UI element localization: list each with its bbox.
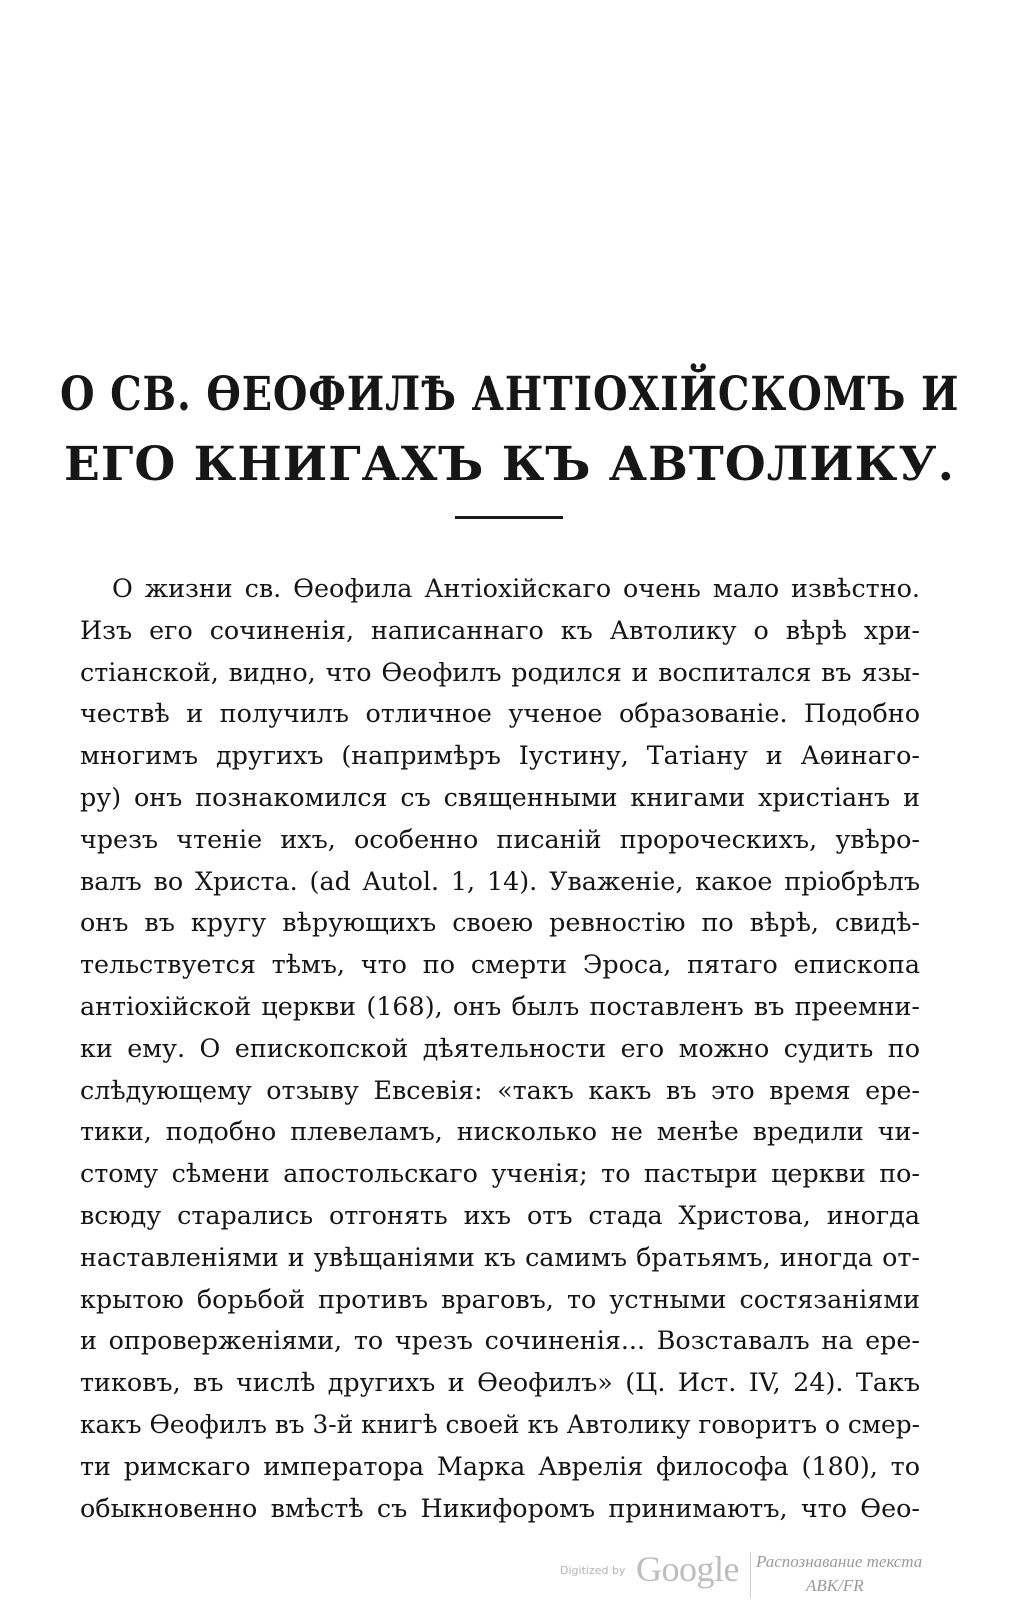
ocr-stamp-line-1: Распознавание текста bbox=[756, 1552, 923, 1571]
body-paragraph bbox=[80, 568, 920, 1529]
text-line: наставленіями и увѣщаніями къ самимъ братьямъ, иногда от- bbox=[80, 1241, 920, 1272]
ocr-stamp-line-2: ABK/FR bbox=[806, 1576, 864, 1595]
text-line: О жизни св. Ѳеофила Антіохійскаго очень мало извѣстно. bbox=[112, 573, 920, 603]
text-line: антіохійской церкви (168), онъ былъ поставленъ въ преемни- bbox=[80, 990, 920, 1021]
text-line: тики, подобно плевеламъ, нисколько не менѣе вредили чи- bbox=[80, 1116, 920, 1147]
text-line: ру) онъ познакомился съ священными книгами христіанъ и bbox=[80, 781, 920, 812]
text-line: крытою борьбой противъ враговъ, то устными состязаніями bbox=[80, 1283, 920, 1314]
text-line: всюду старались отгонять ихъ отъ стада Христова, иногда bbox=[80, 1199, 920, 1230]
text-line: слѣдующему отзыву Евсевія: «такъ какъ въ это время ере- bbox=[80, 1074, 920, 1105]
text-line: чествѣ и получилъ отличное ученое образованіе. Подобно bbox=[80, 698, 920, 729]
chapter-title-line-1: О СВ. ѲЕОФИЛѢ АНТІОХІЙСКОМЪ И bbox=[60, 367, 960, 422]
text-line: ки ему. О епископской дѣятельности его можно судить по bbox=[80, 1032, 920, 1063]
chapter-title bbox=[60, 360, 959, 500]
text-line: чрезъ чтеніе ихъ, особенно писаній пророческихъ, увѣро- bbox=[80, 823, 920, 854]
text-line: тиковъ, въ числѣ другихъ и Ѳеофилъ» (Ц. Ист. IV, 24). Такъ bbox=[80, 1367, 920, 1398]
digitization-footer bbox=[560, 1550, 980, 1600]
text-line: обыкновенно вмѣстѣ съ Никифоромъ принимаютъ, что Ѳео- bbox=[80, 1492, 920, 1523]
title-divider bbox=[455, 516, 563, 519]
text-line: ти римскаго императора Марка Аврелія философа (180), то bbox=[80, 1450, 920, 1481]
text-line: Изъ его сочиненія, написаннаго къ Автолику о вѣрѣ хри- bbox=[80, 614, 920, 645]
text-line: валъ во Христа. (ad Autol. 1, 14). Уваженіе, какое пріобрѣлъ bbox=[80, 865, 920, 896]
text-line: какъ Ѳеофилъ въ 3-й книгѣ своей къ Автолику говоритъ о смер- bbox=[80, 1408, 920, 1439]
text-line: многимъ другихъ (напримѣръ Іустину, Татіану и Аѳинаго- bbox=[80, 740, 920, 771]
text-line: и опроверженіями, то чрезъ сочиненія... Возставалъ на ере- bbox=[80, 1325, 920, 1356]
google-logo-watermark: Google bbox=[636, 1549, 739, 1589]
text-line: тельствуется тѣмъ, что по смерти Эроса, пятаго епископа bbox=[80, 949, 920, 980]
text-line: стому сѣмени апостольскаго ученія; то пастыри церкви по- bbox=[80, 1158, 920, 1189]
text-line: стіанской, видно, что Ѳеофилъ родился и воспитался въ язы- bbox=[80, 656, 920, 687]
stamp-divider bbox=[750, 1552, 751, 1598]
text-line: онъ въ кругу вѣрующихъ своею ревностію по вѣрѣ, свидѣ- bbox=[80, 907, 920, 938]
chapter-title-line-2: ЕГО КНИГАХЪ КЪ АВТОЛИКУ. bbox=[64, 437, 955, 492]
digitized-by-label: Digitized by bbox=[560, 1564, 626, 1577]
